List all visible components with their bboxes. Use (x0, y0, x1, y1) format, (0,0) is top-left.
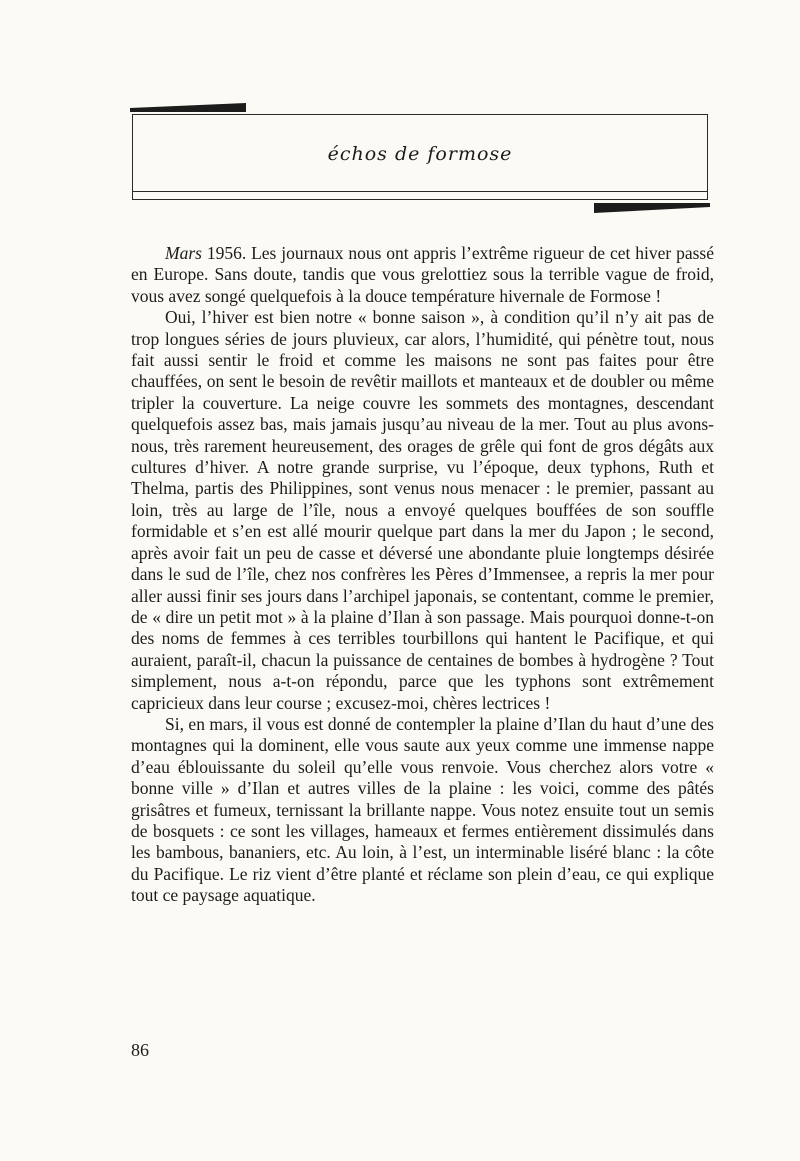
paragraph-1 (131, 243, 714, 307)
paragraph-1-text: 1956. Les journaux nous ont appris l’extrême rigueur de cet hiver passé en Europe. Sans doute, tandis que vous grelottiez sous la terrible vague de froid, vous avez songé quelquefois à la douce température hivernale de Formose ! (131, 243, 714, 306)
decorative-bar-top (130, 103, 246, 112)
decorative-bar-bottom (594, 203, 710, 213)
paragraph-3: Si, en mars, il vous est donné de contempler la plaine d’Ilan du haut d’une des montagnes qui la dominent, elle vous saute aux yeux comme une immense nappe d’eau éblouissante du soleil qu’elle vous renvoie. Vous cherchez alors votre « bonne ville » d’Ilan et autres villes de la plaine : les voici, comme des pâtés grisâtres et fumeux, ternissant la brillante nappe. Vous notez ensuite tout un semis de bosquets : ce sont les villages, hameaux et fermes entièrement dissimulés dans les bambous, bananiers, etc. Au loin, à l’est, un interminable liséré blanc : la côte du Pacifique. Le riz vient d’être planté et réclame son plein d’eau, ce qui explique tout ce paysage aquatique. (131, 713, 714, 906)
article-title: échos de formose (327, 143, 513, 165)
title-frame (132, 114, 708, 200)
article-body (131, 243, 714, 907)
page-number: 86 (131, 1040, 149, 1060)
paragraph-1-lead: Mars (165, 243, 202, 263)
paragraph-2: Oui, l’hiver est bien notre « bonne saison », à condition qu’il n’y ait pas de trop longues séries de jours pluvieux, car alors, l’humidité, qui pénètre tout, nous fait aussi sentir le froid et comme les maisons ne sont pas faites pour être chauffées, on sent le besoin de revêtir maillots et manteaux et de doubler ou même tripler la couverture. La neige couvre les sommets des montagnes, descendant quelquefois assez bas, mais jamais jusqu’au niveau de la mer. Tout au plus avons-nous, très rarement heureusement, des orages de grêle qui font de gros dégâts aux cultures d’hiver. A notre grande surprise, vu l’époque, deux typhons, Ruth et Thelma, partis des Philippines, sont venus nous menacer : le premier, passant au loin, très au large de l’île, nous a envoyé quelques bouffées de son souffle formidable et s’en est allé mourir quelque part dans la mer du Japon ; le second, après avoir fait un peu de casse et déversé une abondante pluie longtemps désirée dans le sud de l’île, chez nos confrères les Pères d’Immensee, a repris la mer pour aller aussi finir ses jours dans l’archipel japonais, se contentant, comme le premier, de « dire un petit mot » à la plaine d’Ilan à son passage. Mais pourquoi donne-t-on des noms de femmes à ces terribles tourbillons qui hantent le Pacifique, et qui auraient, paraît-il, chacun la puissance de centaines de bombes à hydrogène ? Tout simplement, nous a-t-on répondu, parce que les typhons sont extrêmement capricieux dans leur course ; excusez-moi, chères lectrices ! (131, 307, 714, 713)
title-underline-rule (133, 191, 707, 192)
